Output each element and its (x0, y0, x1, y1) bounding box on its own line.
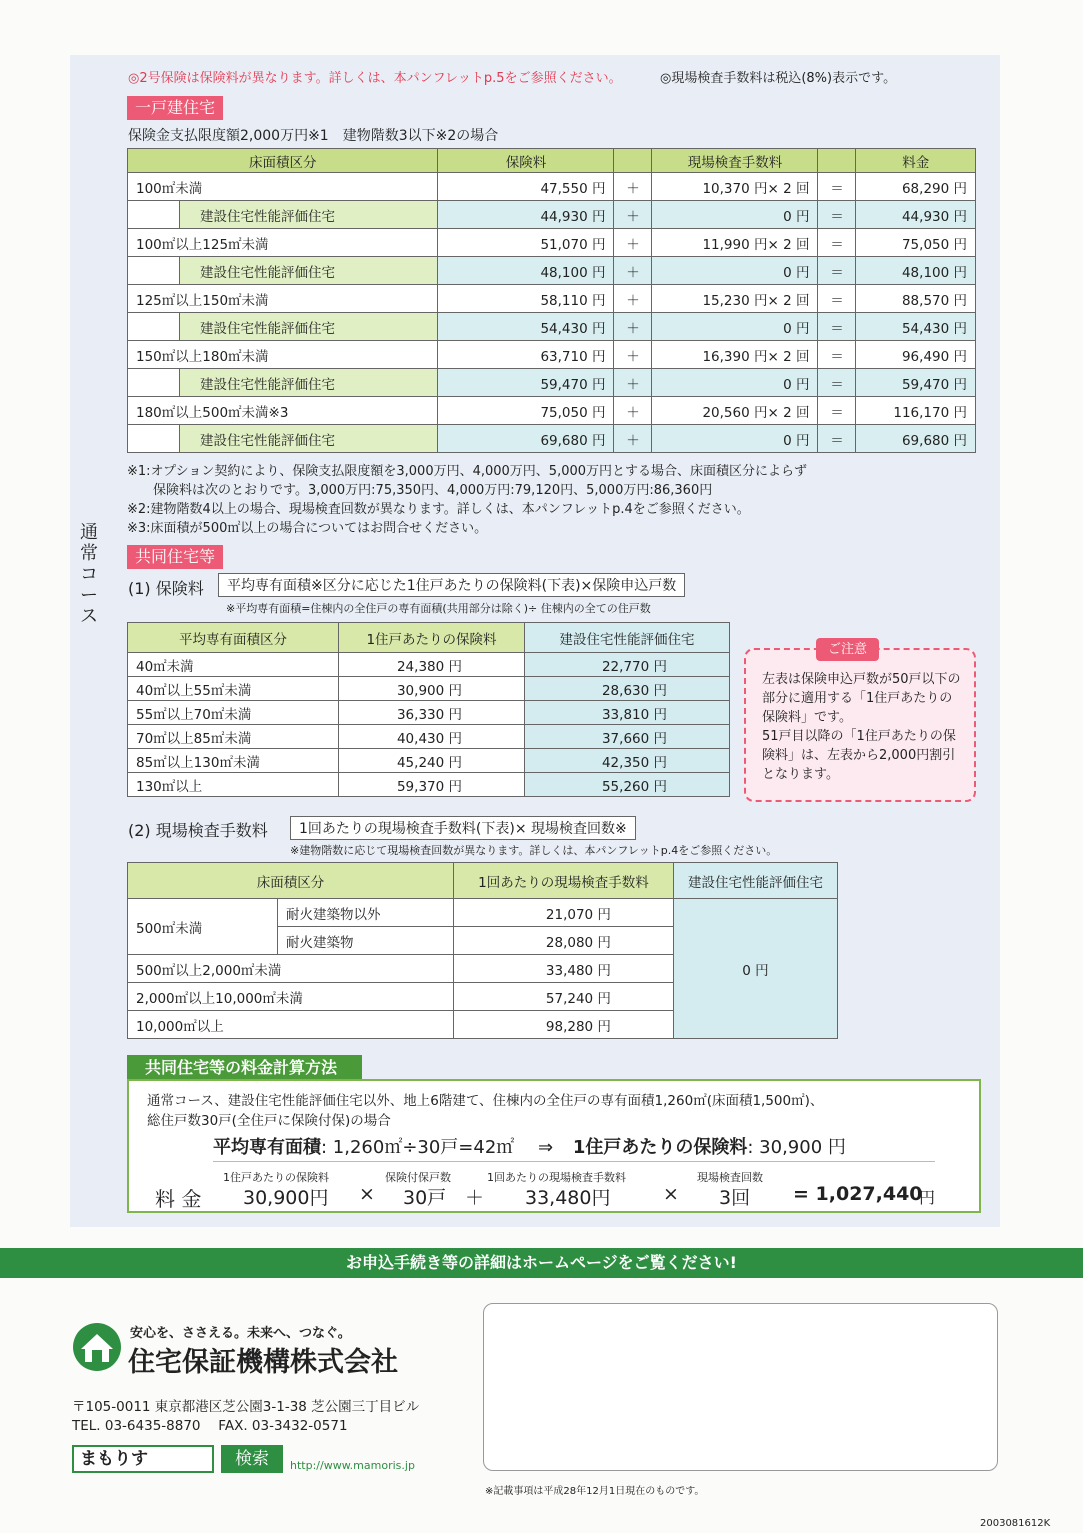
avg-area-line (213, 1133, 846, 1159)
per-unit-value: : 30,900 円 (747, 1137, 846, 1158)
t2-premium: 40,430 円 (339, 725, 525, 749)
detached-row (128, 229, 976, 257)
row-premium: 47,550 円 (438, 173, 614, 201)
house-logo-icon (72, 1322, 122, 1372)
search-field[interactable] (72, 1445, 214, 1473)
row-total: 68,290 円 (856, 173, 976, 201)
row-premium: 58,110 円 (438, 285, 614, 313)
row-inspection: 20,560 円× 2 回 (652, 397, 818, 425)
search-text: まもりす (80, 1449, 148, 1469)
row-area: 180㎡以上500㎡未満※3 (128, 397, 438, 425)
row-inspection: 15,230 円× 2 回 (652, 285, 818, 313)
eval-total: 54,430 円 (856, 313, 976, 341)
eval-premium: 48,100 円 (438, 257, 614, 285)
t3-row-fee: 98,280 円 (453, 1011, 673, 1039)
t3-row-fee: 33,480 円 (453, 955, 673, 983)
footer-note: ※記載事項は平成28年12月1日現在のものです。 (485, 1486, 705, 1497)
row-area: 100㎡未満 (128, 173, 438, 201)
t3-group-label: 500㎡未満 (128, 899, 278, 955)
arrow-icon: ⇒ (538, 1137, 554, 1158)
t2-area: 40㎡以上55㎡未満 (128, 677, 339, 701)
equals-sign: ＝ (818, 425, 856, 453)
t3-row-label: 10,000㎡以上 (128, 1011, 454, 1039)
avg-area-label: 平均専有面積 (213, 1137, 321, 1158)
c1-value: 30,900円 (243, 1187, 329, 1209)
t3-col-fee: 1回あたりの現場検査手数料 (453, 863, 673, 899)
caution-text-2: 51戸目以降の「1住戸あたりの保険料」は、左表から2,000円割引となります。 (762, 729, 956, 782)
equals-sign: ＝ (818, 369, 856, 397)
t2-premium: 45,240 円 (339, 749, 525, 773)
t2-col-area: 平均専有面積区分 (128, 623, 339, 653)
caution-box (744, 642, 976, 802)
company-logo (72, 1322, 122, 1376)
shared-tag: 共同住宅等 (127, 545, 223, 569)
t2-area: 40㎡未満 (128, 653, 339, 677)
c4-value: 3回 (719, 1187, 751, 1209)
detached-subtitle: 保険金支払限度額2,000万円※1 建物階数3以下※2の場合 (128, 128, 499, 144)
equals-sign: ＝ (818, 313, 856, 341)
s2-formula: 1回あたりの現場検査手数料(下表)× 現場検査回数※ (290, 816, 636, 840)
col-premium: 保険料 (438, 149, 614, 173)
eval-label: 建設住宅性能評価住宅 (180, 425, 438, 453)
detached-row (128, 285, 976, 313)
times-2: × (663, 1183, 679, 1205)
c4-caption: 現場検査回数 (697, 1171, 763, 1184)
t2-row (128, 653, 730, 677)
plus: ＋ (465, 1187, 485, 1209)
eval-inspection: 0 円 (652, 201, 818, 229)
detached-eval-row (128, 425, 976, 453)
t3-col-eval: 建設住宅性能評価住宅 (673, 863, 837, 899)
row-premium: 75,050 円 (438, 397, 614, 425)
equals-sign: ＝ (818, 285, 856, 313)
footnote: ※2:建物階数4以上の場合、現場検査回数が異なります。詳しくは、本パンフレットp.4をご参照ください。 (127, 502, 750, 517)
row-total: 88,570 円 (856, 285, 976, 313)
row-premium: 63,710 円 (438, 341, 614, 369)
pamphlet-note: ◎2号保険は保険料が異なります。詳しくは、本パンフレットp.5をご参照ください。 (128, 71, 622, 86)
t3-row-label: 耐火建築物 (278, 927, 454, 955)
calc-result: = 1,027,440 (793, 1183, 923, 1205)
calc-yen: 円 (919, 1188, 936, 1207)
calc-desc-2: 総住戸数30戸(全住戸に保険付保)の場合 (147, 1113, 391, 1129)
address-label-box (483, 1303, 998, 1471)
eval-premium: 59,470 円 (438, 369, 614, 397)
row-area: 150㎡以上180㎡未満 (128, 341, 438, 369)
footnote: ※3:床面積が500㎡以上の場合についてはお問合せください。 (127, 521, 488, 536)
c3-caption: 1回あたりの現場検査手数料 (487, 1171, 626, 1184)
t2-row (128, 749, 730, 773)
t2-eval: 55,260 円 (525, 773, 730, 797)
footnote: 保険料は次のとおりです。3,000万円:75,350円、4,000万円:79,120円、5,000万円:86,360円 (127, 483, 713, 498)
eval-inspection: 0 円 (652, 257, 818, 285)
t2-area: 85㎡以上130㎡未満 (128, 749, 339, 773)
company-address: 〒105-0011 東京都港区芝公園3-1-38 芝公園三丁目ビル (72, 1399, 420, 1415)
row-inspection: 11,990 円× 2 回 (652, 229, 818, 257)
eval-total: 59,470 円 (856, 369, 976, 397)
row-inspection: 16,390 円× 2 回 (652, 341, 818, 369)
footnote: ※1:オプション契約により、保険支払限度額を3,000万円、4,000万円、5,000万円とする場合、床面積区分によらず (127, 464, 808, 479)
plus-sign: ＋ (614, 229, 652, 257)
t2-row (128, 677, 730, 701)
eval-label: 建設住宅性能評価住宅 (180, 313, 438, 341)
company-tagline: 安心を、ささえる。未来へ、つなぐ。 (130, 1326, 351, 1341)
detached-eval-row (128, 313, 976, 341)
plus-sign: ＋ (614, 173, 652, 201)
calc-box (127, 1079, 981, 1213)
detached-row (128, 397, 976, 425)
eval-premium: 69,680 円 (438, 425, 614, 453)
eval-inspection: 0 円 (652, 369, 818, 397)
s2-note: ※建物階数に応じて現場検査回数が異なります。詳しくは、本パンフレットp.4をご参照ください。 (290, 844, 778, 857)
company-tel: TEL. 03-6435-8870 FAX. 03-3432-0571 (72, 1418, 348, 1434)
eval-label: 建設住宅性能評価住宅 (180, 201, 438, 229)
t3-row-label: 耐火建築物以外 (278, 899, 454, 927)
t2-premium: 36,330 円 (339, 701, 525, 725)
plus-sign: ＋ (614, 341, 652, 369)
t2-eval: 22,770 円 (525, 653, 730, 677)
eval-inspection: 0 円 (652, 425, 818, 453)
t3-eval-value: 0 円 (673, 899, 837, 1039)
col-total: 料金 (856, 149, 976, 173)
s1-note: ※平均専有面積=住棟内の全住戸の専有面積(共用部分は除く)÷ 住棟内の全ての住戸数 (226, 602, 651, 615)
per-unit-label: 1住戸あたりの保険料 (572, 1137, 748, 1158)
row-total: 96,490 円 (856, 341, 976, 369)
row-total: 116,170 円 (856, 397, 976, 425)
equals-sign: ＝ (818, 397, 856, 425)
t2-eval: 28,630 円 (525, 677, 730, 701)
eval-label: 建設住宅性能評価住宅 (180, 369, 438, 397)
eval-premium: 44,930 円 (438, 201, 614, 229)
eval-premium: 54,430 円 (438, 313, 614, 341)
plus-sign: ＋ (614, 397, 652, 425)
c1-caption: 1住戸あたりの保険料 (223, 1171, 329, 1184)
detached-eval-row (128, 369, 976, 397)
equals-sign: ＝ (818, 229, 856, 257)
eval-total: 69,680 円 (856, 425, 976, 453)
t2-premium: 30,900 円 (339, 677, 525, 701)
company-name: 住宅保証機構株式会社 (128, 1347, 398, 1378)
calc-title: 共同住宅等の料金計算方法 (127, 1055, 362, 1080)
col-floor-area: 床面積区分 (128, 149, 438, 173)
plus-sign: ＋ (614, 285, 652, 313)
detached-row (128, 173, 976, 201)
homepage-banner[interactable]: お申込手続き等の詳細はホームページをご覧ください! (0, 1248, 1083, 1278)
eval-label: 建設住宅性能評価住宅 (180, 257, 438, 285)
equals-sign: ＝ (818, 257, 856, 285)
t2-eval: 42,350 円 (525, 749, 730, 773)
fee-label: 料 金 (155, 1187, 202, 1211)
t2-row (128, 773, 730, 797)
t3-row-fee: 28,080 円 (453, 927, 673, 955)
t2-row (128, 701, 730, 725)
t3-row-fee: 21,070 円 (453, 899, 673, 927)
detached-tag: 一戸建住宅 (127, 96, 223, 120)
row-premium: 51,070 円 (438, 229, 614, 257)
eval-inspection: 0 円 (652, 313, 818, 341)
side-label: 通常コース (80, 522, 98, 627)
t2-area: 70㎡以上85㎡未満 (128, 725, 339, 749)
search-button[interactable]: 検索 (221, 1445, 283, 1473)
t3-col-area: 床面積区分 (128, 863, 454, 899)
plus-sign: ＋ (614, 257, 652, 285)
t2-area: 130㎡以上 (128, 773, 339, 797)
calc-desc-1: 通常コース、建設住宅性能評価住宅以外、地上6階建て、住棟内の全住戸の専有面積1,260㎡(床面積1,500㎡)、 (147, 1093, 824, 1109)
row-area: 100㎡以上125㎡未満 (128, 229, 438, 257)
c2-value: 30戸 (403, 1187, 447, 1209)
equals-sign: ＝ (818, 201, 856, 229)
detached-row (128, 341, 976, 369)
times-1: × (359, 1183, 375, 1205)
t2-col-premium: 1住戸あたりの保険料 (339, 623, 525, 653)
s1-formula: 平均専有面積※区分に応じた1住戸あたりの保険料(下表)×保険申込戸数 (218, 573, 685, 597)
plus-sign: ＋ (614, 369, 652, 397)
row-total: 75,050 円 (856, 229, 976, 257)
c3-value: 33,480円 (525, 1187, 611, 1209)
row-inspection: 10,370 円× 2 回 (652, 173, 818, 201)
caution-text-1: 左表は保険申込戸数が50戸以下の部分に適用する「1住戸あたりの保険料」です。 (762, 672, 961, 725)
detached-eval-row (128, 201, 976, 229)
equals-sign: ＝ (818, 173, 856, 201)
t3-row-label: 2,000㎡以上10,000㎡未満 (128, 983, 454, 1011)
t3-row-fee: 57,240 円 (453, 983, 673, 1011)
plus-sign: ＋ (614, 425, 652, 453)
eval-total: 44,930 円 (856, 201, 976, 229)
t2-col-eval: 建設住宅性能評価住宅 (525, 623, 730, 653)
t2-eval: 33,810 円 (525, 701, 730, 725)
row-area: 125㎡以上150㎡未満 (128, 285, 438, 313)
caution-title: ご注意 (816, 638, 879, 661)
s2-label: (2) 現場検査手数料 (128, 821, 268, 840)
t3-row-label: 500㎡以上2,000㎡未満 (128, 955, 454, 983)
c2-caption: 保険付保戸数 (385, 1171, 451, 1184)
equals-sign: ＝ (818, 341, 856, 369)
t2-eval: 37,660 円 (525, 725, 730, 749)
col-inspection: 現場検査手数料 (652, 149, 818, 173)
avg-area-formula: : 1,260㎡÷30戸=42㎡ (321, 1137, 515, 1158)
plus-sign: ＋ (614, 313, 652, 341)
shared-premium-table (127, 622, 730, 797)
detached-eval-row (128, 257, 976, 285)
t2-area: 55㎡以上70㎡未満 (128, 701, 339, 725)
t2-premium: 59,370 円 (339, 773, 525, 797)
eval-total: 48,100 円 (856, 257, 976, 285)
website-url[interactable]: http://www.mamoris.jp (290, 1459, 415, 1472)
shared-inspection-table (127, 862, 838, 1039)
t2-premium: 24,380 円 (339, 653, 525, 677)
s1-label: (1) 保険料 (128, 579, 204, 598)
t2-row (128, 725, 730, 749)
tax-note: ◎現場検査手数料は税込(8%)表示です。 (660, 71, 897, 86)
document-code: 2003081612K (980, 1518, 1051, 1529)
plus-sign: ＋ (614, 201, 652, 229)
detached-fee-table (127, 148, 976, 453)
